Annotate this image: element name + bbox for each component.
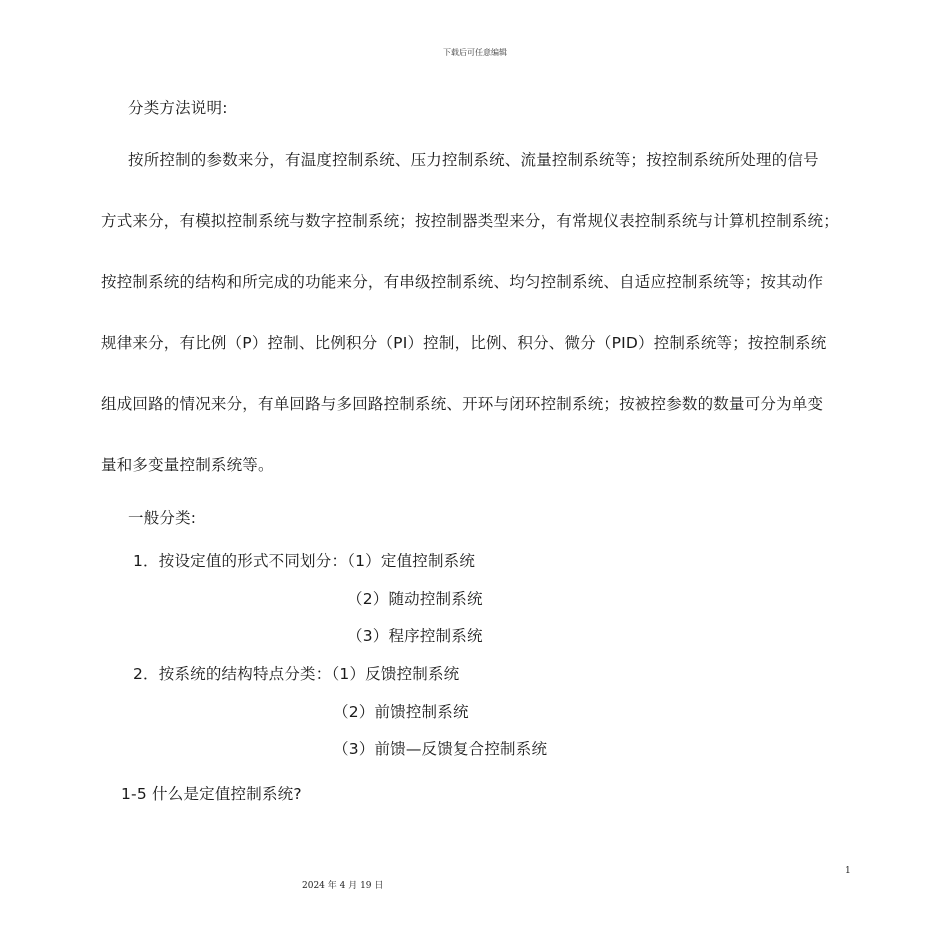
paragraph-line-6: 量和多变量控制系统等。 bbox=[101, 456, 274, 474]
question-1-5: 1-5 什么是定值控制系统? bbox=[121, 785, 302, 803]
class1-item-2: （2）随动控制系统 bbox=[347, 590, 483, 608]
footer-date: 2024 年 4 月 19 日 bbox=[302, 881, 384, 891]
paragraph-line-2: 方式来分，有模拟控制系统与数字控制系统；按控制器类型来分，有常规仪表控制系统与计算机控制系统； bbox=[101, 212, 839, 230]
class2-item-3: （3）前馈—反馈复合控制系统 bbox=[333, 740, 548, 758]
header-note: 下载后可任意编辑 bbox=[443, 48, 507, 57]
paragraph-line-4: 规律来分，有比例（P）控制、比例积分（PI）控制，比例、积分、微分（PID）控制系统等；按控制系统 bbox=[101, 334, 827, 352]
page-number: 1 bbox=[845, 866, 851, 876]
method-title: 分类方法说明: bbox=[128, 99, 228, 117]
paragraph-line-1: 按所控制的参数来分，有温度控制系统、压力控制系统、流量控制系统等；按控制系统所处理的信号 bbox=[128, 151, 819, 169]
paragraph-line-5: 组成回路的情况来分，有单回路与多回路控制系统、开环与闭环控制系统；按被控参数的数量可分为单变 bbox=[101, 395, 824, 413]
class1-heading: 1．按设定值的形式不同划分：（1）定值控制系统 bbox=[133, 552, 476, 570]
paragraph-line-3: 按控制系统的结构和所完成的功能来分，有串级控制系统、均匀控制系统、自适应控制系统等；按其动作 bbox=[101, 273, 824, 291]
class2-heading: 2．按系统的结构特点分类：（1）反馈控制系统 bbox=[133, 665, 460, 683]
general-title: 一般分类: bbox=[128, 509, 197, 527]
class2-item-2: （2）前馈控制系统 bbox=[333, 703, 469, 721]
class1-item-3: （3）程序控制系统 bbox=[347, 627, 483, 645]
